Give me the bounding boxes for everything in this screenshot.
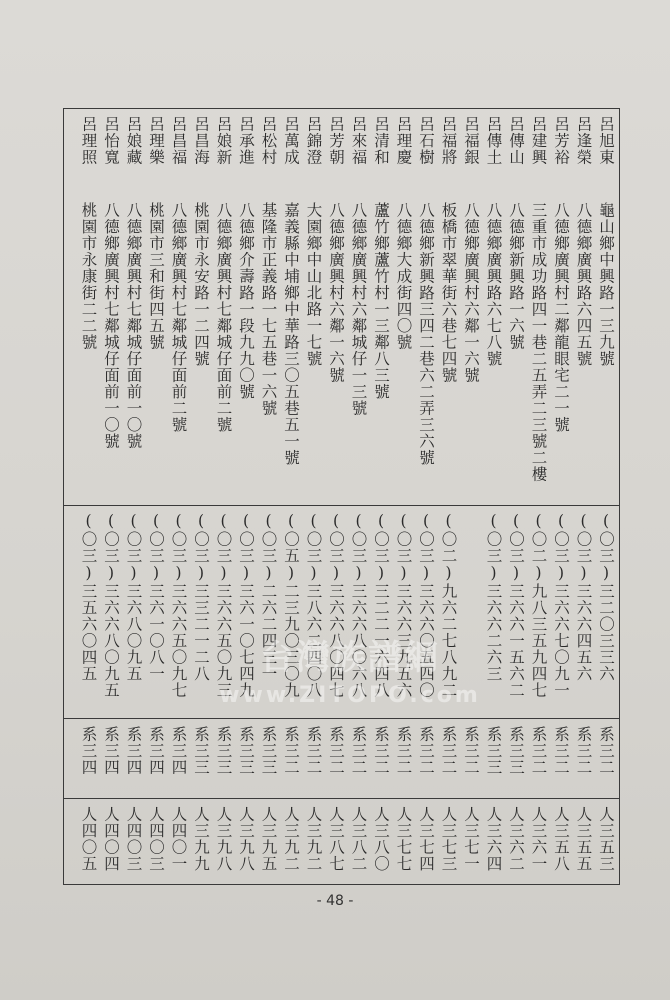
person-phone: (〇三)三六六八〇四七	[327, 512, 345, 699]
person-phone: (〇三)三六六五〇九三	[214, 512, 233, 699]
person-address: 八德鄉廣興路六四五號	[574, 202, 593, 367]
person-branch: 系三二	[529, 726, 548, 776]
person-address: 蘆竹鄉蘆竹村一三鄰八三號	[372, 202, 390, 400]
person-name: 呂清和	[372, 116, 390, 166]
person-generation: 人三九二	[304, 806, 323, 872]
person-generation: 人三九二	[282, 806, 300, 872]
person-generation: 人三八〇	[372, 806, 390, 872]
person-branch: 系三四	[147, 726, 165, 776]
person-address: 桃園市永安路一二四號	[192, 202, 210, 367]
person-address: 八德鄉廣興村七鄰城仔面前二號	[214, 202, 233, 433]
person-branch: 系三二	[394, 726, 413, 776]
person-address: 大園鄉中山北路一七號	[304, 202, 323, 367]
person-address: 桃園市三和街四五號	[147, 202, 165, 351]
person-address: 龜山鄉中興路一三九號	[597, 202, 615, 367]
person-address: 八德鄉廣興村六鄰一六號	[462, 202, 480, 384]
person-phone: (〇三)三六六一五六二	[507, 512, 525, 699]
person-branch: 系三四	[169, 726, 188, 776]
person-branch: 系三二	[574, 726, 593, 776]
person-name: 呂理照	[79, 116, 98, 166]
person-phone: (〇三)三二二一六四八	[372, 512, 390, 699]
person-address: 板橋市翠華街六巷七四號	[439, 202, 458, 384]
person-branch: 系三三	[507, 726, 525, 776]
person-branch: 系三二	[282, 726, 300, 776]
person-phone: (〇二)九八三五九四七	[529, 512, 548, 699]
person-phone: (〇三)三六一〇八一	[147, 512, 165, 682]
table-divider-2	[63, 718, 620, 719]
person-name: 呂承進	[237, 116, 255, 166]
person-generation: 人三五三	[597, 806, 615, 872]
person-name: 呂來福	[349, 116, 368, 166]
person-phone: (〇三)三六六四五六	[574, 512, 593, 682]
person-branch: 系三二	[304, 726, 323, 776]
person-branch: 系三二	[327, 726, 345, 776]
person-generation: 人四〇三	[147, 806, 165, 872]
person-address: 三重市成功路四一巷二五弄二三號二樓	[529, 202, 548, 483]
person-name: 呂娘藏	[124, 116, 143, 166]
person-name: 呂建興	[529, 116, 548, 166]
person-phone: (〇二)九六二七八九二	[439, 512, 458, 699]
person-phone: (〇三)三六八〇九五	[124, 512, 143, 682]
table-divider-3	[63, 798, 620, 799]
person-phone: (〇三)三三二一二八	[192, 512, 210, 682]
person-name: 呂逢榮	[574, 116, 593, 166]
person-name: 呂石樹	[417, 116, 435, 166]
person-phone: (〇三)三六六八〇六八	[349, 512, 368, 699]
person-name: 呂理樂	[147, 116, 165, 166]
person-branch: 系三三	[214, 726, 233, 776]
person-phone: (〇三)二六二四三一	[259, 512, 278, 682]
person-name: 呂理慶	[394, 116, 413, 166]
watermark-main: 台灣族譜網	[260, 638, 440, 678]
person-name: 呂旭東	[597, 116, 615, 166]
person-phone: (〇五)二三九〇三〇九	[282, 512, 300, 699]
person-address: 嘉義縣中埔鄉中華路三〇五巷五一號	[282, 202, 300, 466]
person-address: 八德鄉大成街四〇號	[394, 202, 413, 351]
person-phone: (〇三)三六一〇七四九	[237, 512, 255, 699]
person-name: 呂怡寬	[102, 116, 120, 166]
person-phone: (〇三)三二〇三三六	[597, 512, 615, 682]
table-divider-1	[63, 505, 620, 506]
person-generation: 人三八七	[327, 806, 345, 872]
person-branch: 系三四	[79, 726, 98, 776]
person-generation: 人三九八	[214, 806, 233, 872]
person-branch: 系三四	[102, 726, 120, 776]
person-generation: 人四〇四	[102, 806, 120, 872]
person-name: 呂昌海	[192, 116, 210, 166]
person-generation: 人三八二	[349, 806, 368, 872]
person-branch: 系三四	[124, 726, 143, 776]
person-phone: (〇三)三五六〇四五	[79, 512, 98, 682]
person-address: 八德鄉新興路一六號	[507, 202, 525, 351]
person-phone: (〇三)三六六七〇九一	[552, 512, 570, 699]
person-branch: 系三二	[417, 726, 435, 776]
person-generation: 人三五五	[574, 806, 593, 872]
person-name: 呂芳裕	[552, 116, 570, 166]
person-name: 呂傳山	[507, 116, 525, 166]
person-phone: (〇三)三六六八〇九五	[102, 512, 120, 699]
person-address: 八德鄉廣興村七鄰城仔面前一〇號	[124, 202, 143, 450]
person-branch: 系三二	[372, 726, 390, 776]
person-generation: 人四〇三	[124, 806, 143, 872]
watermark	[200, 630, 500, 708]
person-name: 呂福銀	[462, 116, 480, 166]
person-address: 八德鄉廣興村二鄰龍眼宅二一號	[552, 202, 570, 433]
person-phone: (〇三)三六六〇五四〇	[417, 512, 435, 699]
person-generation: 人三七七	[394, 806, 413, 872]
person-name: 呂芳朝	[327, 116, 345, 166]
person-name: 呂傳土	[484, 116, 503, 166]
person-generation: 人三九九	[192, 806, 210, 872]
watermark-sub: www.ZITOPO.com	[219, 683, 481, 708]
person-address: 八德鄉新興路三四二巷六二弄三六號	[417, 202, 435, 466]
person-phone: (〇三)三八六二四〇八	[304, 512, 323, 699]
person-generation: 人三九五	[259, 806, 278, 872]
person-branch: 系三三	[192, 726, 210, 776]
person-generation: 人三七四	[417, 806, 435, 872]
person-address: 八德鄉介壽路一段九九〇號	[237, 202, 255, 400]
person-name: 呂萬成	[282, 116, 300, 166]
person-name: 呂松村	[259, 116, 278, 166]
person-phone: (〇三)三六六二六三	[484, 512, 503, 682]
person-name: 呂福將	[439, 116, 458, 166]
person-branch: 系三三	[484, 726, 503, 776]
person-phone: (〇三)三六六三九五六	[394, 512, 413, 699]
person-branch: 系三二	[439, 726, 458, 776]
person-generation: 人三六四	[484, 806, 503, 872]
person-branch: 系三三	[237, 726, 255, 776]
person-address: 八德鄉廣興路六七八號	[484, 202, 503, 367]
person-branch: 系三三	[259, 726, 278, 776]
person-generation: 人三七三	[439, 806, 458, 872]
person-address: 基隆市正義路一七五巷一六號	[259, 202, 278, 417]
person-branch: 系三二	[597, 726, 615, 776]
person-generation: 人四〇五	[79, 806, 98, 872]
person-branch: 系三二	[349, 726, 368, 776]
person-address: 桃園市永康街二二號	[79, 202, 98, 351]
person-generation: 人三七一	[462, 806, 480, 872]
person-generation: 人三六一	[529, 806, 548, 872]
person-address: 八德鄉廣興村七鄰城仔面前一〇號	[102, 202, 120, 450]
person-name: 呂昌福	[169, 116, 188, 166]
person-generation: 人三六二	[507, 806, 525, 872]
person-address: 八德鄉廣興村六鄰城仔一三號	[349, 202, 368, 417]
person-branch: 系三二	[462, 726, 480, 776]
person-name: 呂娘新	[214, 116, 233, 166]
page-number: - 48 -	[316, 893, 354, 909]
person-address: 八德鄉廣興村七鄰城仔面前二號	[169, 202, 188, 433]
person-generation: 人三五八	[552, 806, 570, 872]
person-generation: 人四〇一	[169, 806, 188, 872]
person-generation: 人三九八	[237, 806, 255, 872]
person-phone: (〇三)三六六五〇九七	[169, 512, 188, 699]
person-address: 八德鄉廣興村六鄰一六號	[327, 202, 345, 384]
person-branch: 系三二	[552, 726, 570, 776]
person-name: 呂錦澄	[304, 116, 323, 166]
